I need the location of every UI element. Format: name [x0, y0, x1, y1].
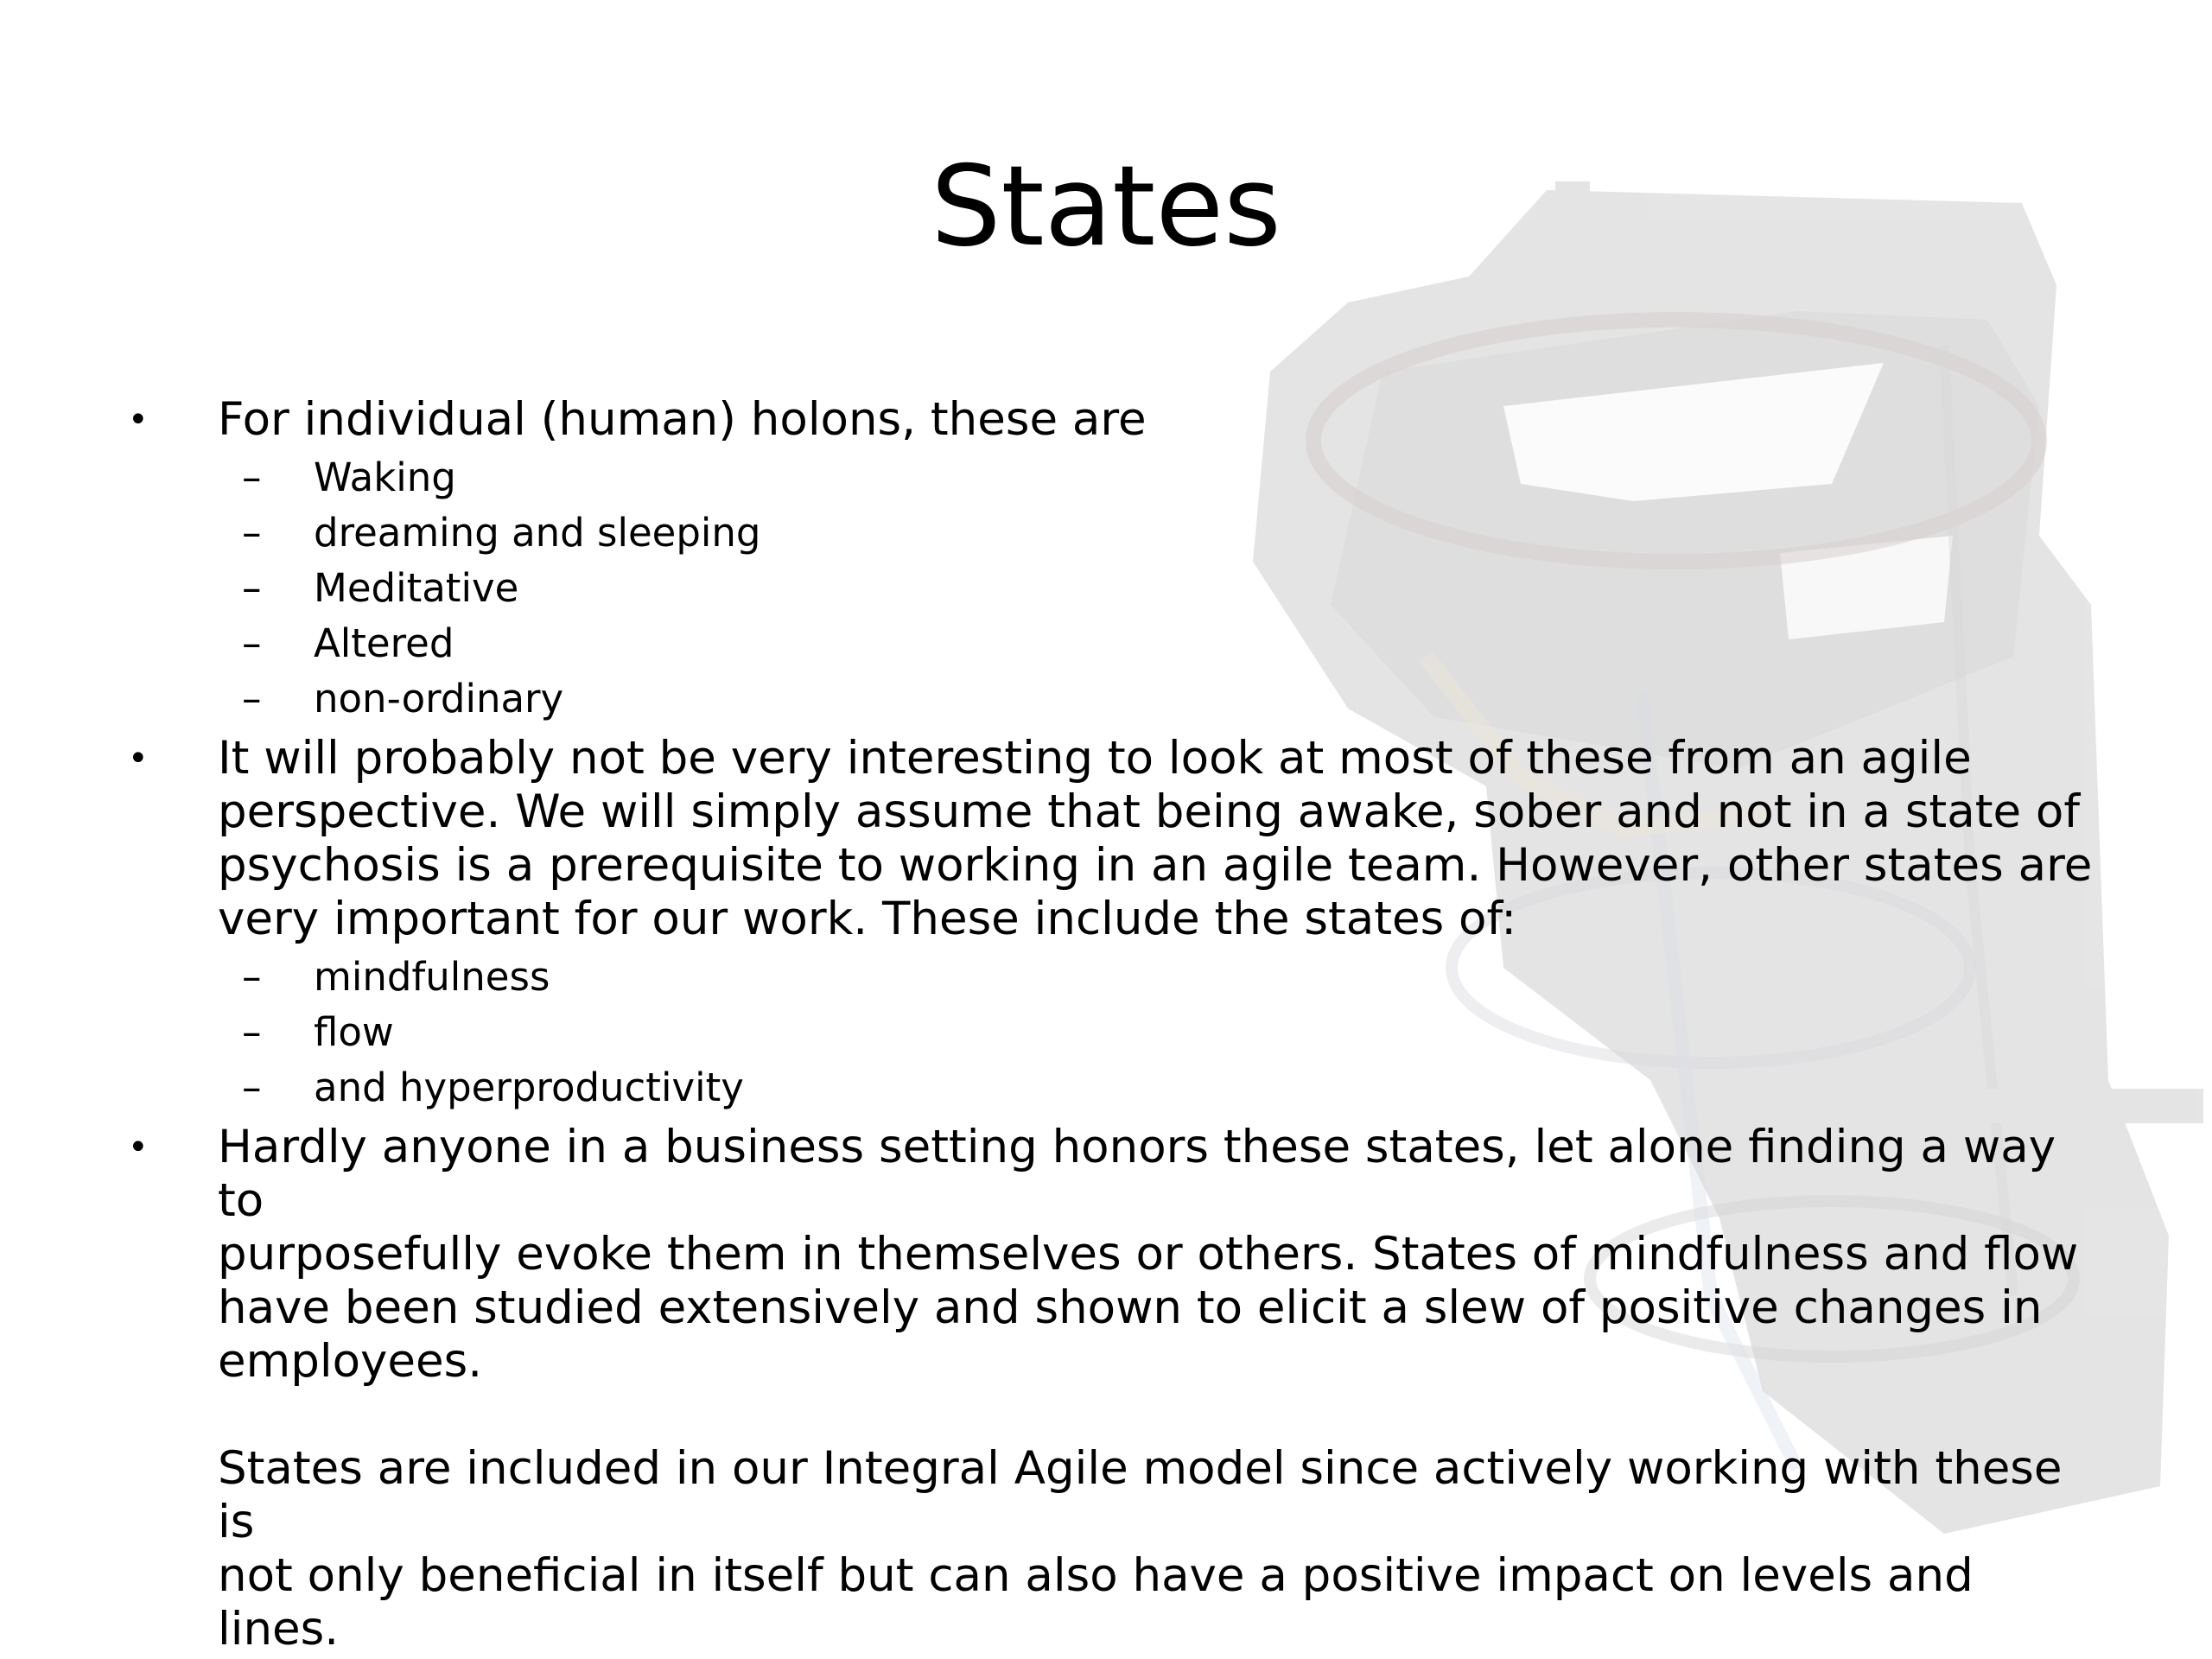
paragraph-spacer	[218, 1389, 2107, 1442]
sub-bullet-dash: –	[242, 954, 262, 1000]
bullet-item	[128, 393, 2107, 447]
sub-bullet-dash: –	[242, 676, 262, 721]
bullet-line: purposefully evoke them in themselves or others. States of mindfulness and flow	[218, 1228, 2079, 1281]
sub-bullet-dash: –	[242, 1009, 262, 1055]
sub-bullet-item	[128, 1060, 2107, 1116]
sub-bullet-dash: –	[242, 620, 262, 666]
sub-bullet-list	[128, 450, 2107, 727]
sub-bullet-text: mindfulness	[314, 954, 550, 1000]
sub-bullet-item	[128, 1005, 2107, 1060]
bullet-dot: •	[128, 739, 149, 779]
sub-bullet-item	[128, 671, 2107, 727]
sub-bullet-dash: –	[242, 1065, 262, 1110]
slide-body	[128, 393, 2107, 1656]
sub-bullet-text: Waking	[314, 454, 456, 500]
sub-bullet-text: and hyperproductivity	[314, 1065, 744, 1110]
bullet-line: It will probably not be very interesting to look at most of these from an agile	[218, 732, 1972, 785]
bullet-line: not only beneficial in itself but can also have a positive impact on levels and lines.	[218, 1549, 1974, 1656]
bullet-item	[128, 732, 2107, 946]
bullet-dot: •	[128, 1128, 149, 1167]
sub-bullet-dash: –	[242, 565, 262, 611]
sub-bullet-dash: –	[242, 454, 262, 500]
sub-bullet-text: flow	[314, 1009, 394, 1055]
sub-bullet-item	[128, 950, 2107, 1005]
bullet-text: For individual (human) holons, these are	[218, 393, 1147, 446]
bullet-line: employees.	[218, 1335, 483, 1388]
sub-bullet-text: Meditative	[314, 565, 519, 611]
sub-bullet-item	[128, 505, 2107, 561]
bullet-line: Hardly anyone in a business setting honors these states, let alone finding a way to	[218, 1121, 2056, 1227]
sub-bullet-text: dreaming and sleeping	[314, 510, 761, 556]
bullet-line: perspective. We will simply assume that being awake, sober and not in a state of	[218, 785, 2081, 838]
bullet-item	[128, 1121, 2107, 1656]
sub-bullet-item	[128, 616, 2107, 671]
sub-bullet-text: non-ordinary	[314, 676, 564, 721]
sub-bullet-dash: –	[242, 510, 262, 556]
slide-title: States	[931, 143, 1281, 271]
sub-bullet-text: Altered	[314, 620, 454, 666]
bullet-line: very important for our work. These include the states of:	[218, 893, 1517, 945]
bullet-dot: •	[128, 400, 149, 440]
sub-bullet-item	[128, 561, 2107, 616]
bullet-line: have been studied extensively and shown to elicit a slew of positive changes in	[218, 1281, 2043, 1334]
bullet-line: psychosis is a prerequisite to working in an agile team. However, other states are	[218, 839, 2093, 892]
sub-bullet-item	[128, 450, 2107, 505]
sub-bullet-list	[128, 950, 2107, 1116]
bullet-line: States are included in our Integral Agile model since actively working with these is	[218, 1442, 2063, 1548]
